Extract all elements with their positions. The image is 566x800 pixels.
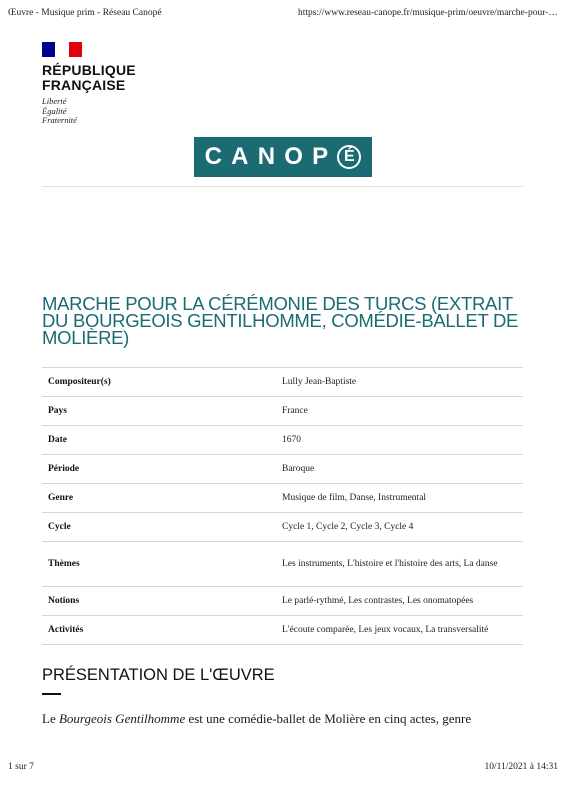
work-info-table (42, 367, 523, 645)
row-value: Lully Jean-Baptiste (282, 377, 357, 387)
row-label: Activités (48, 625, 84, 635)
print-datetime: 10/11/2021 à 14:31 (484, 762, 558, 772)
table-row (42, 426, 523, 455)
table-row (42, 484, 523, 513)
header-divider (42, 186, 523, 187)
intro-paragraph (42, 711, 532, 727)
row-value: 1670 (282, 435, 301, 445)
table-row (42, 542, 523, 587)
row-value: France (282, 406, 308, 416)
table-row (42, 616, 523, 645)
heading-underline (42, 693, 61, 695)
republique-francaise-logo (42, 42, 136, 126)
french-flag-icon (42, 42, 82, 57)
page-counter: 1 sur 7 (8, 762, 34, 772)
logo-letter: C (204, 143, 222, 170)
flag-blue-band (42, 42, 55, 57)
table-row (42, 368, 523, 397)
row-value: Cycle 1, Cycle 2, Cycle 3, Cycle 4 (282, 522, 414, 532)
republique-title (42, 63, 136, 93)
intro-text-rest: est une comédie-ballet de Molière en cinq actes, genre (185, 711, 472, 726)
print-footer (8, 762, 558, 772)
row-value: Les instruments, L'histoire et l'histoire des arts, La danse (282, 559, 498, 569)
flag-white-band (55, 42, 68, 57)
canope-logo[interactable] (194, 137, 372, 177)
table-row (42, 397, 523, 426)
row-value: Le parlé-rythmé, Les contrastes, Les onomatopées (282, 596, 474, 606)
republique-title-line1: RÉPUBLIQUE (42, 62, 136, 78)
logo-letter: P (312, 143, 329, 170)
motto-fraternite: Fraternité (42, 115, 77, 125)
intro-text-start: Le (42, 711, 59, 726)
row-label: Cycle (48, 522, 71, 532)
republique-motto (42, 97, 136, 126)
logo-letter: N (257, 143, 276, 170)
row-label: Pays (48, 406, 67, 416)
flag-red-band (69, 42, 82, 57)
motto-egalite: Égalité (42, 105, 67, 116)
row-label: Date (48, 435, 67, 445)
row-label: Genre (48, 493, 74, 503)
work-title-italic: Bourgeois Gentilhomme (58, 711, 186, 726)
logo-letter: O (284, 143, 303, 170)
row-value: L'écoute comparée, Les jeux vocaux, La transversalité (282, 625, 489, 635)
table-row (42, 455, 523, 484)
logo-letter-circled: É (337, 145, 361, 169)
row-label: Notions (48, 596, 80, 606)
print-header-url: https://www.reseau-canope.fr/musique-prim/oeuvre/marche-pour-l... (298, 8, 558, 18)
print-header (8, 8, 558, 18)
row-label: Thèmes (48, 559, 80, 569)
row-value: Musique de film, Danse, Instrumental (282, 493, 427, 503)
row-value: Baroque (282, 464, 315, 474)
logo-letter: A (231, 143, 249, 170)
section-heading: PRÉSENTATION DE L'ŒUVRE (42, 666, 275, 684)
motto-liberte: Liberté (42, 96, 67, 106)
republique-title-line2: FRANÇAISE (42, 77, 126, 93)
page-title: MARCHE POUR LA CÉRÉMONIE DES TURCS (EXTRAIT DU BOURGEOIS GENTILHOMME, COMÉDIE-BALLET DE MOLIÈRE) (42, 293, 519, 348)
table-row (42, 513, 523, 542)
row-label: Période (48, 464, 80, 474)
print-header-title: Œuvre - Musique prim - Réseau Canopé (8, 8, 162, 18)
table-row (42, 587, 523, 616)
row-label: Compositeur(s) (48, 377, 111, 387)
